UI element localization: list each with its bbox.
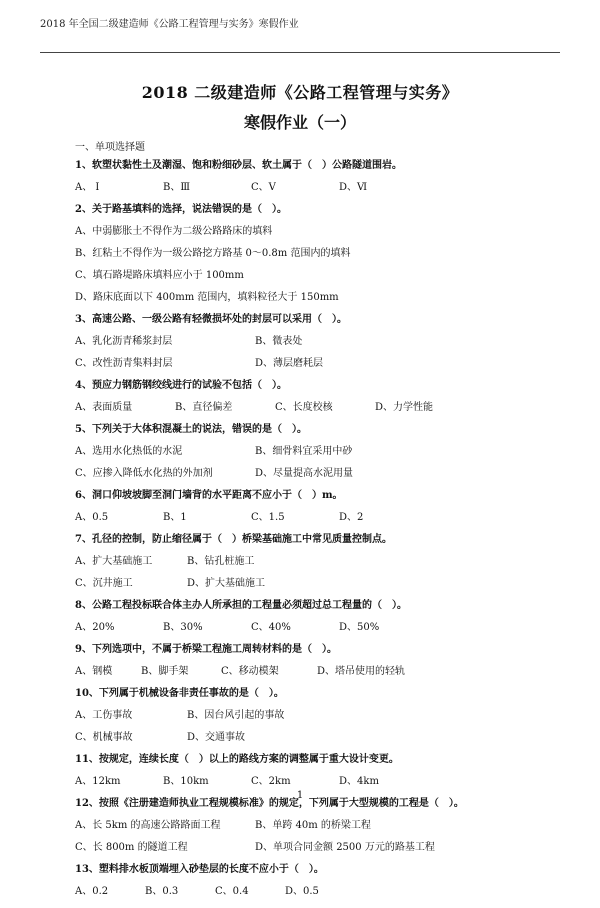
option-d: D、交通事故 — [187, 732, 246, 743]
option-a: A、0.5 — [75, 512, 109, 523]
section-title: 一、单项选择题 — [75, 142, 145, 153]
options-5-row-2 — [75, 468, 555, 480]
option-b: B、0.3 — [145, 886, 179, 897]
option-a: A、中弱膨胀土不得作为二级公路路床的填料 — [75, 226, 273, 237]
question-12: 12、按照《注册建造师执业工程规模标准》的规定，下列属于大型规模的工程是（ ）。 — [75, 798, 464, 809]
question-10: 10、下列属于机械设备非责任事故的是（ ）。 — [75, 688, 284, 699]
option-c: C、Ⅴ — [251, 182, 276, 193]
option-c: C、机械事故 — [75, 732, 133, 743]
option-c: C、0.4 — [215, 886, 249, 897]
option-c: C、改性沥青集料封层 — [75, 358, 173, 369]
option-b: B、1 — [163, 512, 187, 523]
option-d: D、4km — [339, 776, 379, 787]
option-c: C、长 800m 的隧道工程 — [75, 842, 188, 853]
running-header: 2018 年全国二级建造师《公路工程管理与实务》寒假作业 — [40, 19, 299, 30]
option-d: D、2 — [339, 512, 364, 523]
options-13 — [75, 886, 555, 898]
option-c: C、移动模架 — [221, 666, 279, 677]
option-b: B、10km — [163, 776, 209, 787]
option-d: D、塔吊使用的轻轨 — [317, 666, 406, 677]
page-number: 1 — [296, 790, 304, 801]
option-c: C、1.5 — [251, 512, 285, 523]
option-d: D、0.5 — [285, 886, 319, 897]
options-12-row-1 — [75, 820, 555, 832]
question-4: 4、预应力钢筋钢绞线进行的试验不包括（ ）。 — [75, 380, 287, 391]
options-9 — [75, 666, 555, 678]
option-b: B、脚手架 — [141, 666, 189, 677]
document-subtitle: 寒假作业（一） — [243, 113, 356, 132]
option-d: D、扩大基础施工 — [187, 578, 266, 589]
option-c: C、2km — [251, 776, 291, 787]
option-d: D、Ⅵ — [339, 182, 368, 193]
options-7-row-1 — [75, 556, 555, 568]
option-b: B、因台风引起的事故 — [187, 710, 285, 721]
option-c: C、40% — [251, 622, 291, 633]
option-a: A、钢模 — [75, 666, 113, 677]
options-3-row-2 — [75, 358, 555, 370]
option-a: A、扩大基础施工 — [75, 556, 153, 567]
options-12-row-2 — [75, 842, 555, 854]
option-d: D、力学性能 — [375, 402, 434, 413]
options-7-row-2 — [75, 578, 555, 590]
option-c: C、沉井施工 — [75, 578, 133, 589]
option-a: A、选用水化热低的水泥 — [75, 446, 183, 457]
question-3: 3、高速公路、一级公路有轻微损坏处的封层可以采用（ ）。 — [75, 314, 347, 325]
options-10-row-1 — [75, 710, 555, 722]
question-13: 13、塑料排水板顶端埋入砂垫层的长度不应小于（ ）。 — [75, 864, 324, 875]
option-d: D、薄层磨耗层 — [255, 358, 324, 369]
option-a: A、 Ⅰ — [75, 182, 100, 193]
option-b: B、红粘土不得作为一级公路挖方路基 0～0.8m 范围内的填料 — [75, 248, 351, 259]
options-5-row-1 — [75, 446, 555, 458]
header-divider — [40, 52, 560, 53]
option-a: A、乳化沥青稀浆封层 — [75, 336, 173, 347]
option-d: D、50% — [339, 622, 380, 633]
question-7: 7、孔径的控制，防止缩径属于（ ）桥梁基础施工中常见质量控制点。 — [75, 534, 392, 545]
question-9: 9、下列选项中，不属于桥梁工程施工周转材料的是（ ）。 — [75, 644, 337, 655]
option-b: B、Ⅲ — [163, 182, 190, 193]
option-d: D、路床底面以下 400mm 范围内，填料粒径大于 150mm — [75, 292, 339, 303]
option-c: C、长度校核 — [275, 402, 333, 413]
question-5: 5、下列关于大体积混凝土的说法，错误的是（ ）。 — [75, 424, 307, 435]
options-4 — [75, 402, 555, 414]
option-a: A、20% — [75, 622, 115, 633]
options-10-row-2 — [75, 732, 555, 744]
option-b: B、微表处 — [255, 336, 303, 347]
option-b: B、30% — [163, 622, 203, 633]
option-a: A、表面质量 — [75, 402, 133, 413]
option-a: A、长 5km 的高速公路路面工程 — [75, 820, 221, 831]
option-d: D、单项合同金额 2500 万元的路基工程 — [255, 842, 435, 853]
option-c: C、应掺入降低水化热的外加剂 — [75, 468, 213, 479]
document-title: 2018 二级建造师《公路工程管理与实务》 — [141, 83, 459, 102]
options-8 — [75, 622, 555, 634]
options-3-row-1 — [75, 336, 555, 348]
option-b: B、细骨料宜采用中砂 — [255, 446, 353, 457]
option-d: D、尽量提高水泥用量 — [255, 468, 354, 479]
option-b: B、单跨 40m 的桥梁工程 — [255, 820, 371, 831]
options-6 — [75, 512, 555, 524]
option-b: B、直径偏差 — [175, 402, 233, 413]
option-a: A、0.2 — [75, 886, 109, 897]
question-8: 8、公路工程投标联合体主办人所承担的工程量必须超过总工程量的（ ）。 — [75, 600, 407, 611]
question-1: 1、软塑状黏性土及潮湿、饱和粉细砂层、软土属于（ ）公路隧道围岩。 — [75, 160, 402, 171]
question-2: 2、关于路基填料的选择，说法错误的是（ ）。 — [75, 204, 287, 215]
option-a: A、12km — [75, 776, 121, 787]
option-c: C、填石路堤路床填料应小于 100mm — [75, 270, 244, 281]
option-a: A、工伤事故 — [75, 710, 133, 721]
options-11 — [75, 776, 555, 788]
question-6: 6、洞口仰坡坡脚至洞门墙背的水平距离不应小于（ ）m。 — [75, 490, 343, 501]
option-b: B、钻孔桩施工 — [187, 556, 255, 567]
options-1 — [75, 182, 555, 194]
question-11: 11、按规定，连续长度（ ）以上的路线方案的调整属于重大设计变更。 — [75, 754, 399, 765]
